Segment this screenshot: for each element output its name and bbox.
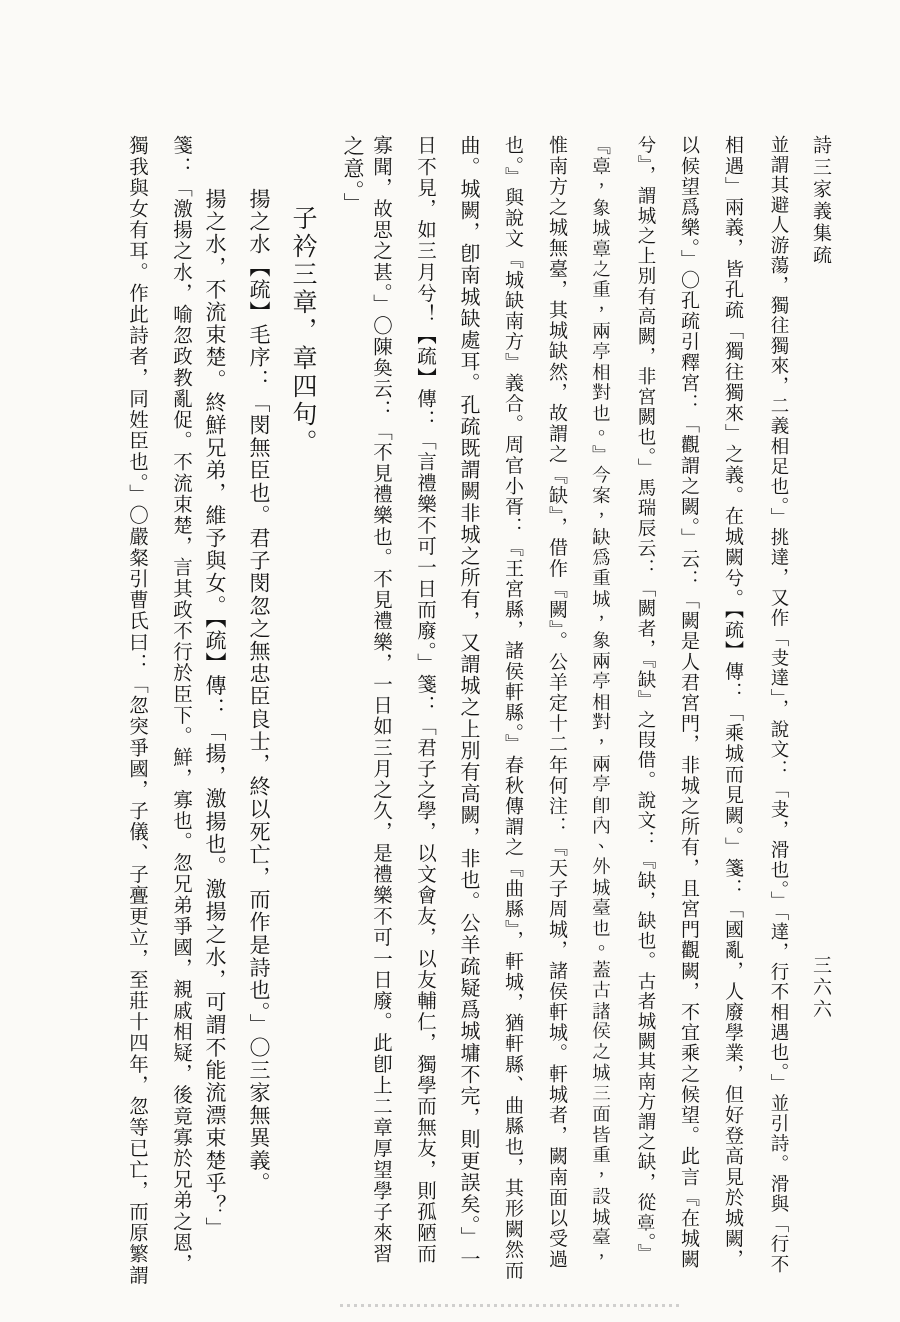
page-number: 三六六 [810, 955, 832, 1021]
text-column: 寡聞，故思之甚。」〇陳奐云：「不見禮樂也。不見禮樂，一日如三月之久，是禮樂不可一日廢。此卽上二章厚望學子來習 [370, 135, 393, 1265]
chapter-summary-title: 子衿三章，章四句。 [289, 205, 318, 457]
text-column: 『𩫏，象城𩫏之重，兩亭相對也。』今案，缺爲重城，象兩亭相對，兩亭卽內、外城臺也。蓋古諸侯之城三面皆重，設城臺， [590, 135, 612, 1268]
text-column: 相遇」兩義，皆孔疏「獨往獨來」之義。在城闕兮。【疏】傳：「乘城而見闕。」箋：「國亂，人廢學業，但好登高見於城闕， [722, 135, 744, 1270]
text-column: 箋：「激揚之水，喻忽政教亂促。不流束楚，言其政不行於臣下。鮮，寡也。忽兄弟爭國，親戚相疑，後竟寡於兄弟之恩， [170, 135, 193, 1275]
text-column: 也。』與說文『城缺南方』義合。周官小胥：『王宮縣，諸侯軒縣。』春秋傳謂之『曲縣』，軒城，猶軒縣、曲縣也，其形闕然而 [502, 135, 524, 1281]
poem-verse-line: 揚之水，不流束楚。終鮮兄弟，維予與女。【疏】傳：「揚，激揚也。激揚之水，可謂不能流漂束楚乎？」 [203, 188, 227, 1240]
text-column: 兮』，謂城之上別有高闕，非宮闕也。」馬瑞辰云：「闕者，『缺』之叚借。說文：『缺，缺也。古者城闕其南方謂之缺，從𩫏。』 [635, 135, 656, 1264]
text-column: 並謂其避人游蕩，獨往獨來，二義相足也。」挑達，又作「叏達」，說文：「叏，滑也。」「達，行不相遇也。」並引詩。滑與「行不 [768, 135, 789, 1275]
text-column: 之意。」 [341, 135, 365, 215]
text-column: 以候望爲樂。」〇孔疏引釋宮：「觀謂之闕。」云：「闕是人君宮門，非城之所有，且宮門觀闕，不宜乘之候望。此言『在城闕 [678, 135, 700, 1270]
text-column: 惟南方之城無臺，其城缺然，故謂之『缺』，借作『闕』。公羊定十二年何注：『天子周城，諸侯軒城。軒城者，闕南面以受過 [546, 135, 568, 1270]
text-column: 獨我與女有耳。作此詩者，同姓臣也。」〇嚴粲引曹氏曰：「忽突爭國，子儀、子亹更立，至莊十四年，忽等已亡，而原繁謂 [126, 135, 149, 1286]
book-title-header: 詩三家義集疏 [810, 135, 832, 267]
scan-artifact [340, 1304, 680, 1307]
text-column: 日不見，如三月兮！【疏】傳：「言禮樂不可一日而廢。」箋：「君子之學，以文會友，以友輔仁，獨學而無友，則孤陋而 [414, 135, 437, 1265]
poem-title-line: 揚之水【疏】毛序：「閔無臣也。君子閔忽之無忠臣良士，終以死亡，而作是詩也。」〇三家無異義。 [247, 188, 271, 1195]
text-column: 曲。城闕，卽南城缺處耳。孔疏既謂闕非城之所有，又謂城之上別有高闕，非也。公羊疏疑爲城墉不完，則更誤矣。」一 [457, 135, 481, 1270]
